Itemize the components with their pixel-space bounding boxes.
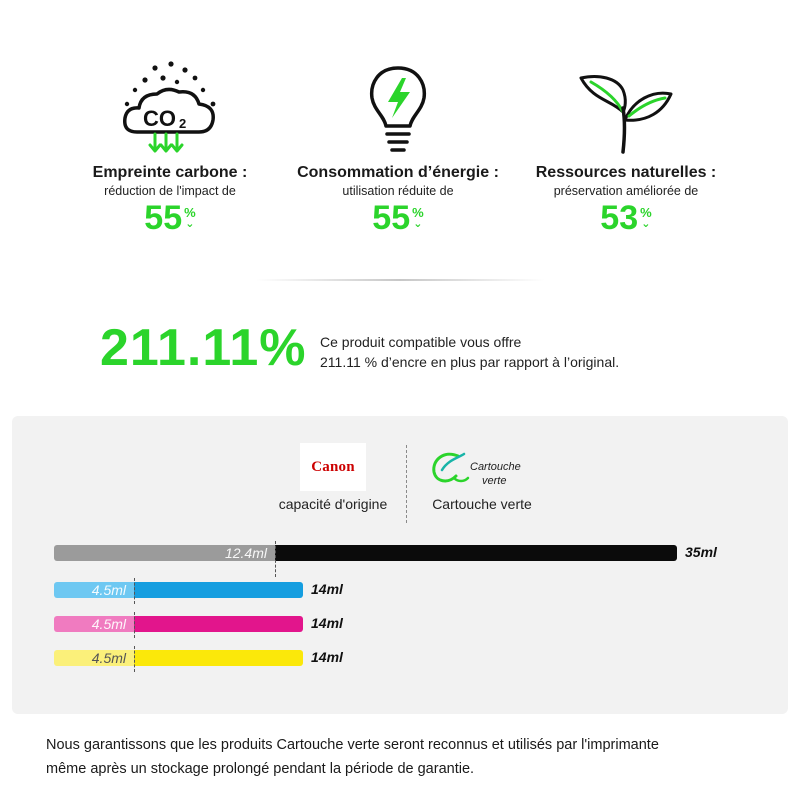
cartouche-verte-logo: [428, 448, 538, 490]
ink-increase-text: [320, 332, 619, 372]
capacity-bar-yellow: [54, 650, 303, 666]
green-capacity-segment: [134, 582, 303, 598]
percent-sign: %: [184, 205, 196, 220]
capacity-bar-magenta: [54, 616, 303, 632]
percent-sign: %: [412, 205, 424, 220]
original-capacity-marker: [275, 541, 276, 577]
co2-cloud-icon: [50, 60, 290, 160]
canon-logo-text: Canon: [311, 458, 355, 475]
leaf-icon: [506, 60, 746, 160]
green-capacity-value: 35ml: [685, 544, 717, 560]
warranty-line1: Nous garantissons que les produits Cartouche verte seront reconnus et utilisés par l'imprimante: [46, 737, 659, 753]
cartouche-verte-logo-line1: Cartouche: [470, 461, 521, 473]
stat-value: 53: [600, 199, 639, 237]
down-arrow-icon: ⌄: [413, 218, 423, 230]
stat-percentage: [144, 200, 195, 236]
co2-subscript: 2: [179, 116, 187, 131]
green-capacity-value: 14ml: [311, 615, 343, 631]
original-capacity-marker: [134, 612, 135, 638]
capacity-bar-cyan: [54, 582, 303, 598]
cartouche-verte-logo-line2: verte: [482, 475, 507, 487]
warranty-line2: même après un stockage prolongé pendant la période de garantie.: [46, 761, 475, 777]
down-arrow-icon: ⌄: [185, 218, 195, 230]
stat-title: Empreinte carbone :: [92, 164, 248, 181]
stat-percentage: [600, 200, 651, 236]
green-capacity-label: Cartouche verte: [432, 496, 532, 512]
capacity-bar-black: [54, 545, 677, 561]
stat-value: 55: [372, 199, 411, 237]
stat-description: utilisation réduite de: [342, 184, 454, 198]
green-capacity-value: 14ml: [311, 649, 343, 665]
stat-description: préservation améliorée de: [553, 184, 699, 198]
canon-logo: [300, 443, 366, 491]
original-capacity-value: 12.4ml: [224, 545, 267, 561]
ink-increase-line1: Ce produit compatible vous offre: [320, 334, 522, 350]
warranty-note: [46, 733, 766, 781]
stat-title: Ressources naturelles :: [535, 164, 717, 181]
percent-sign: %: [640, 205, 652, 220]
green-capacity-segment: [134, 616, 303, 632]
co2-label: CO: [143, 106, 176, 131]
lightbulb-icon: [278, 60, 518, 160]
ink-increase-value: 211.11%: [100, 319, 307, 377]
green-capacity-segment: [134, 650, 303, 666]
stat-resources: [506, 60, 746, 236]
original-capacity-value: 4.5ml: [91, 616, 126, 632]
down-arrow-icon: ⌄: [641, 218, 651, 230]
stat-value: 55: [144, 199, 183, 237]
original-capacity-value: 4.5ml: [91, 582, 126, 598]
stat-percentage: [372, 200, 423, 236]
brand-separator: [406, 445, 407, 523]
cartouche-verte-leaf-icon: [428, 448, 472, 488]
original-capacity-marker: [134, 646, 135, 672]
section-divider: [255, 279, 545, 281]
capacity-comparison-panel: [12, 416, 788, 714]
stat-energy: [278, 60, 518, 236]
stat-description: réduction de l'impact de: [104, 184, 236, 198]
original-capacity-marker: [134, 578, 135, 604]
stat-title: Consommation d’énergie :: [297, 164, 499, 181]
stat-carbon: [50, 60, 290, 236]
green-capacity-segment: [275, 545, 677, 561]
ink-increase-line2: 211.11 % d’encre en plus par rapport à l’original.: [320, 354, 620, 370]
green-capacity-value: 14ml: [311, 581, 343, 597]
original-capacity-value: 4.5ml: [91, 650, 126, 666]
original-capacity-label: capacité d'origine: [278, 496, 388, 512]
